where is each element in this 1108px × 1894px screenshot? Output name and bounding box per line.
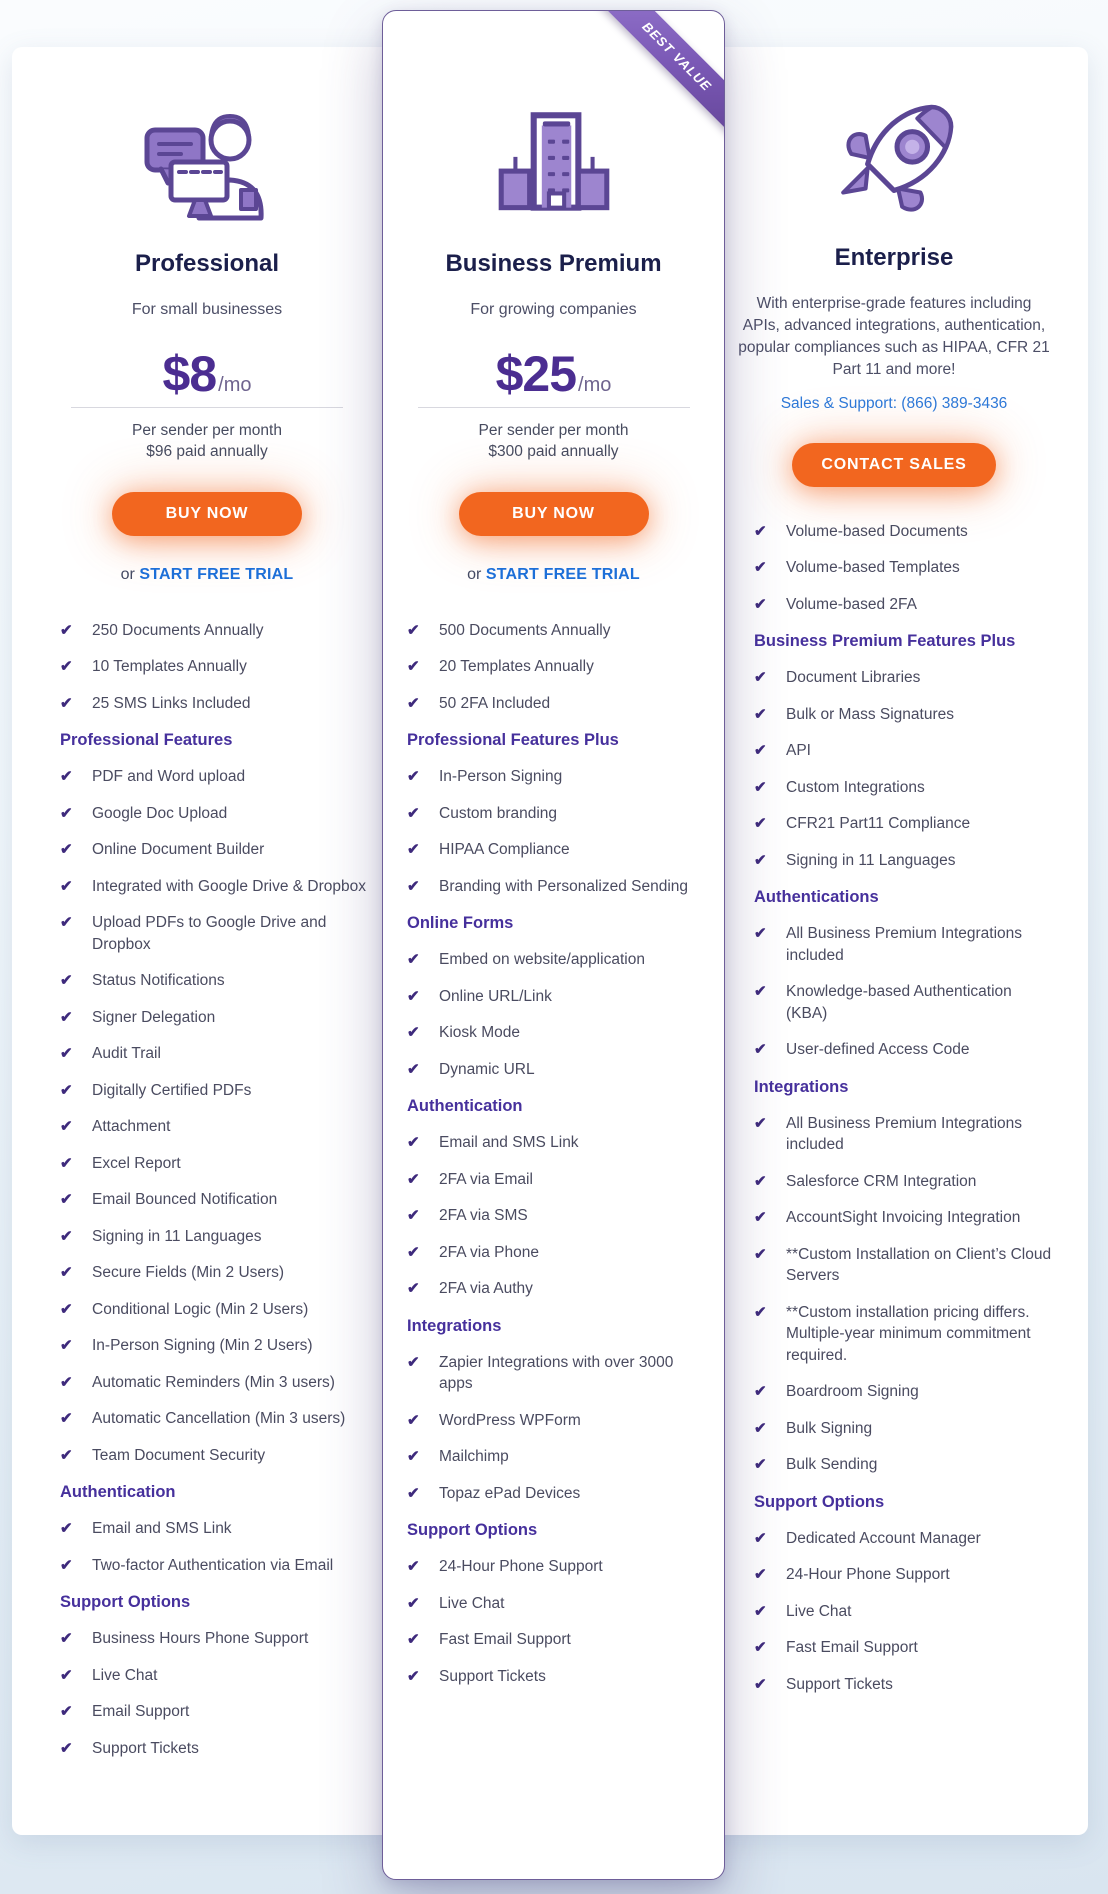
feature-item: [60, 839, 368, 861]
feature-label: 2FA via SMS: [439, 1207, 528, 1225]
feature-label: Signing in 11 Languages: [786, 851, 956, 869]
check-icon: ✔: [60, 877, 73, 895]
feature-item: [60, 1518, 368, 1540]
feature-label: Email Support: [92, 1703, 190, 1721]
feature-label: Topaz ePad Devices: [439, 1484, 581, 1502]
feature-item: [407, 1593, 702, 1615]
feature-label: Volume-based Templates: [786, 559, 960, 577]
check-icon: ✔: [754, 742, 767, 760]
feature-label: Kiosk Mode: [439, 1024, 520, 1042]
feature-list: [12, 620, 402, 1760]
feature-label: Excel Report: [92, 1154, 181, 1172]
check-icon: ✔: [754, 1383, 767, 1401]
check-icon: ✔: [60, 1337, 73, 1355]
check-icon: ✔: [407, 951, 420, 969]
feature-item: [754, 1207, 1056, 1229]
check-icon: ✔: [60, 1520, 73, 1538]
feature-item: [60, 1445, 368, 1467]
feature-item: [407, 1132, 702, 1154]
feature-label: Online URL/Link: [439, 987, 552, 1005]
feature-label: User-defined Access Code: [786, 1041, 970, 1059]
feature-item: [754, 667, 1056, 689]
check-icon: ✔: [754, 925, 767, 943]
contact-sales-button[interactable]: CONTACT SALES: [792, 443, 996, 487]
feature-item: [407, 620, 702, 642]
feature-item: [407, 656, 702, 678]
check-icon: ✔: [60, 694, 73, 712]
check-icon: ✔: [754, 522, 767, 540]
price-period: /mo: [578, 373, 612, 396]
feature-item: [60, 1007, 368, 1029]
feature-label: API: [786, 742, 811, 760]
check-icon: ✔: [754, 1172, 767, 1190]
feature-label: Team Document Security: [92, 1446, 266, 1464]
feature-item: [60, 1738, 368, 1760]
feature-item: [60, 1628, 368, 1650]
feature-item: [60, 1555, 368, 1577]
feature-item: [407, 1169, 702, 1191]
feature-item: [407, 1483, 702, 1505]
feature-label: 20 Templates Annually: [439, 658, 594, 676]
check-icon: ✔: [60, 1191, 73, 1209]
feature-label: 2FA via Email: [439, 1170, 533, 1188]
feature-item: [60, 1665, 368, 1687]
feature-item: [60, 1153, 368, 1175]
feature-item: [754, 1039, 1056, 1061]
check-icon: ✔: [754, 1456, 767, 1474]
feature-item: [60, 803, 368, 825]
feature-item: [407, 1629, 702, 1651]
check-icon: ✔: [60, 1154, 73, 1172]
feature-label: Custom branding: [439, 804, 558, 822]
feature-item: [407, 839, 702, 861]
feature-item: [754, 813, 1056, 835]
check-icon: ✔: [407, 658, 420, 676]
feature-label: 24-Hour Phone Support: [439, 1558, 603, 1576]
check-icon: ✔: [407, 1631, 420, 1649]
feature-item: [407, 1022, 702, 1044]
check-icon: ✔: [60, 972, 73, 990]
price: [383, 345, 724, 403]
plan-card-enterprise: [700, 47, 1088, 1835]
feature-item: [60, 1408, 368, 1430]
feature-item: [60, 1372, 368, 1394]
feature-group-header: Authentication: [407, 1097, 523, 1116]
feature-label: HIPAA Compliance: [439, 841, 570, 859]
check-icon: ✔: [754, 1041, 767, 1059]
check-icon: ✔: [407, 841, 420, 859]
divider: [418, 407, 690, 408]
feature-item: [754, 1674, 1056, 1696]
feature-label: Document Libraries: [786, 669, 921, 687]
check-icon: ✔: [60, 914, 73, 932]
feature-item: [754, 1302, 1056, 1367]
feature-item: [407, 876, 702, 898]
check-icon: ✔: [754, 1114, 767, 1132]
feature-label: Email and SMS Link: [439, 1134, 579, 1152]
billing-info: [12, 420, 402, 462]
price-amount: $8: [162, 345, 217, 402]
check-icon: ✔: [60, 841, 73, 859]
feature-group-header: Integrations: [754, 1077, 849, 1096]
feature-label: 25 SMS Links Included: [92, 694, 251, 712]
feature-label: Branding with Personalized Sending: [439, 877, 689, 895]
best-value-ribbon: [593, 10, 725, 142]
feature-label: Salesforce CRM Integration: [786, 1172, 977, 1190]
check-icon: ✔: [60, 621, 73, 639]
feature-label: Bulk Sending: [786, 1456, 878, 1474]
feature-label: Google Doc Upload: [92, 804, 228, 822]
feature-item: [60, 1043, 368, 1065]
check-icon: ✔: [60, 1081, 73, 1099]
check-icon: ✔: [407, 1207, 420, 1225]
feature-item: [407, 1666, 702, 1688]
plan-title: Business Premium: [445, 250, 662, 277]
feature-label: Dynamic URL: [439, 1060, 535, 1078]
feature-label: Support Tickets: [92, 1739, 199, 1757]
check-icon: ✔: [60, 1373, 73, 1391]
billing-line2: $300 paid annually: [488, 442, 619, 460]
feature-label: Mailchimp: [439, 1448, 509, 1466]
feature-label: Signing in 11 Languages: [92, 1227, 262, 1245]
feature-label: AccountSight Invoicing Integration: [786, 1209, 1021, 1227]
price: [12, 345, 402, 403]
feature-label: Volume-based Documents: [786, 522, 968, 540]
feature-item: [407, 1059, 702, 1081]
feature-label: Fast Email Support: [786, 1639, 918, 1657]
feature-label: Email Bounced Notification: [92, 1191, 278, 1209]
feature-label: Integrated with Google Drive & Dropbox: [92, 877, 366, 895]
feature-label: **Custom Installation on Client’s Cloud Servers: [786, 1245, 1052, 1285]
feature-group-header: Support Options: [60, 1593, 191, 1612]
feature-item: [407, 986, 702, 1008]
check-icon: ✔: [754, 983, 767, 1001]
check-icon: ✔: [407, 621, 420, 639]
feature-item: [60, 766, 368, 788]
feature-group-header: Support Options: [754, 1492, 885, 1511]
feature-item: [754, 1637, 1056, 1659]
feature-item: [407, 803, 702, 825]
feature-label: CFR21 Part11 Compliance: [786, 815, 971, 833]
feature-label: Online Document Builder: [92, 841, 265, 859]
feature-item: [754, 1381, 1056, 1403]
feature-item: [754, 704, 1056, 726]
best-value-ribbon-label: BEST VALUE: [595, 10, 725, 139]
check-icon: ✔: [407, 1134, 420, 1152]
feature-label: In-Person Signing: [439, 768, 563, 786]
feature-group-header: Support Options: [407, 1521, 538, 1540]
feature-item: [60, 876, 368, 898]
feature-item: [60, 1116, 368, 1138]
check-icon: ✔: [754, 1529, 767, 1547]
check-icon: ✔: [60, 1045, 73, 1063]
feature-item: [754, 850, 1056, 872]
feature-item: [60, 1701, 368, 1723]
feature-item: [60, 1226, 368, 1248]
check-icon: ✔: [407, 1280, 420, 1298]
feature-item: [754, 981, 1056, 1024]
feature-group-header: Authentications: [754, 888, 879, 907]
feature-group-header: Online Forms: [407, 914, 514, 933]
feature-item: [754, 1454, 1056, 1476]
billing-line2: $96 paid annually: [146, 442, 268, 460]
feature-label: Conditional Logic (Min 2 Users): [92, 1300, 309, 1318]
feature-item: [60, 1299, 368, 1321]
feature-item: [60, 1189, 368, 1211]
check-icon: ✔: [754, 815, 767, 833]
feature-label: Dedicated Account Manager: [786, 1529, 981, 1547]
feature-label: Knowledge-based Authentication (KBA): [786, 983, 1012, 1022]
feature-label: All Business Premium Integrations included: [786, 1114, 1023, 1154]
check-icon: ✔: [754, 1245, 767, 1263]
feature-item: [60, 693, 368, 715]
feature-item: [407, 693, 702, 715]
check-icon: ✔: [60, 1446, 73, 1464]
feature-label: Live Chat: [786, 1602, 852, 1620]
feature-group-header: Authentication: [60, 1483, 176, 1502]
rocket-icon: [700, 97, 1088, 219]
check-icon: ✔: [60, 1227, 73, 1245]
check-icon: ✔: [60, 1410, 73, 1428]
feature-item: [754, 777, 1056, 799]
feature-item: [407, 1446, 702, 1468]
check-icon: ✔: [60, 804, 73, 822]
check-icon: ✔: [754, 669, 767, 687]
check-icon: ✔: [754, 1566, 767, 1584]
feature-item: [407, 1242, 702, 1264]
check-icon: ✔: [60, 1118, 73, 1136]
feature-label: Live Chat: [439, 1594, 505, 1612]
plan-card-professional: [12, 47, 402, 1835]
feature-item: [60, 620, 368, 642]
check-icon: ✔: [407, 804, 420, 822]
feature-item: [407, 766, 702, 788]
feature-list: [383, 620, 724, 1688]
check-icon: ✔: [754, 851, 767, 869]
feature-label: Automatic Cancellation (Min 3 users): [92, 1410, 346, 1428]
buy-now-button[interactable]: BUY NOW: [459, 492, 649, 536]
feature-item: [60, 970, 368, 992]
plan-card-business-premium: [382, 10, 725, 1880]
check-icon: ✔: [754, 1639, 767, 1657]
check-icon: ✔: [754, 1419, 767, 1437]
feature-label: 2FA via Authy: [439, 1280, 533, 1298]
check-icon: ✔: [407, 694, 420, 712]
check-icon: ✔: [754, 595, 767, 613]
check-icon: ✔: [60, 1556, 73, 1574]
feature-label: Automatic Reminders (Min 3 users): [92, 1373, 335, 1391]
check-icon: ✔: [754, 559, 767, 577]
feature-label: Status Notifications: [92, 972, 225, 990]
check-icon: ✔: [407, 1411, 420, 1429]
feature-group-header: Professional Features Plus: [407, 731, 619, 750]
feature-label: WordPress WPForm: [439, 1411, 581, 1429]
feature-item: [754, 1244, 1056, 1287]
check-icon: ✔: [407, 1594, 420, 1612]
feature-item: [60, 912, 368, 955]
feature-label: Zapier Integrations with over 3000 apps: [439, 1353, 674, 1393]
feature-label: Two-factor Authentication via Email: [92, 1556, 334, 1574]
check-icon: ✔: [407, 987, 420, 1005]
trial-row: [12, 566, 402, 584]
feature-label: Email and SMS Link: [92, 1520, 232, 1538]
feature-item: [407, 1278, 702, 1300]
feature-label: Business Hours Phone Support: [92, 1630, 309, 1648]
feature-label: Digitally Certified PDFs: [92, 1081, 252, 1099]
check-icon: ✔: [60, 1703, 73, 1721]
feature-label: 10 Templates Annually: [92, 658, 247, 676]
feature-item: [407, 1556, 702, 1578]
check-icon: ✔: [407, 1484, 420, 1502]
feature-group-header: Integrations: [407, 1316, 502, 1335]
feature-label: Custom Integrations: [786, 778, 925, 796]
check-icon: ✔: [754, 1602, 767, 1620]
feature-item: [754, 1601, 1056, 1623]
check-icon: ✔: [407, 1448, 420, 1466]
check-icon: ✔: [407, 1353, 420, 1371]
feature-item: [407, 1410, 702, 1432]
check-icon: ✔: [407, 1243, 420, 1261]
check-icon: ✔: [60, 1630, 73, 1648]
check-icon: ✔: [60, 1008, 73, 1026]
feature-label: 50 2FA Included: [439, 694, 551, 712]
feature-label: Support Tickets: [786, 1675, 893, 1693]
feature-label: 250 Documents Annually: [92, 621, 264, 639]
feature-item: [60, 1262, 368, 1284]
feature-label: 500 Documents Annually: [439, 621, 611, 639]
price-amount: $25: [495, 345, 577, 402]
feature-item: [60, 1335, 368, 1357]
feature-label: In-Person Signing (Min 2 Users): [92, 1337, 313, 1355]
feature-label: Audit Trail: [92, 1045, 161, 1063]
plan-description: With enterprise-grade features including APIs, advanced integrations, authentication, popular compliances such as HIPAA, CFR 21 Part 11 and more!: [738, 294, 1050, 378]
feature-item: [60, 656, 368, 678]
feature-label: Secure Fields (Min 2 Users): [92, 1264, 285, 1282]
or-label: or: [467, 565, 486, 583]
check-icon: ✔: [60, 1739, 73, 1757]
check-icon: ✔: [407, 1170, 420, 1188]
check-icon: ✔: [407, 877, 420, 895]
plan-title: Professional: [134, 250, 280, 277]
feature-label: 2FA via Phone: [439, 1243, 539, 1261]
feature-label: Signer Delegation: [92, 1008, 216, 1026]
feature-label: Bulk Signing: [786, 1419, 873, 1437]
feature-group-header: Professional Features: [60, 731, 233, 750]
feature-label: 24-Hour Phone Support: [786, 1566, 950, 1584]
feature-label: Boardroom Signing: [786, 1383, 919, 1401]
feature-label: Upload PDFs to Google Drive and Dropbox: [92, 914, 327, 953]
check-icon: ✔: [754, 1209, 767, 1227]
feature-label: Volume-based 2FA: [786, 595, 917, 613]
check-icon: ✔: [60, 768, 73, 786]
divider: [71, 407, 343, 408]
check-icon: ✔: [407, 1060, 420, 1078]
feature-label: Bulk or Mass Signatures: [786, 705, 954, 723]
feature-item: [754, 1418, 1056, 1440]
check-icon: ✔: [60, 658, 73, 676]
feature-item: [407, 1352, 702, 1395]
trial-row: [383, 566, 724, 584]
check-icon: ✔: [60, 1666, 73, 1684]
feature-label: All Business Premium Integrations included: [786, 925, 1023, 964]
feature-item: [754, 1171, 1056, 1193]
feature-item: [60, 1080, 368, 1102]
check-icon: ✔: [754, 778, 767, 796]
feature-label: Attachment: [92, 1118, 171, 1136]
plan-title: Enterprise: [834, 244, 954, 271]
feature-list: [700, 521, 1088, 1696]
support-person-icon: [12, 103, 402, 225]
check-icon: ✔: [754, 1675, 767, 1693]
feature-item: [754, 1113, 1056, 1156]
sales-support-phone-link[interactable]: Sales & Support: (866) 389-3436: [780, 394, 1008, 412]
feature-label: **Custom installation pricing differs. Multiple-year minimum commitment required.: [786, 1303, 1031, 1364]
feature-label: PDF and Word upload: [92, 768, 246, 786]
feature-item: [754, 923, 1056, 966]
check-icon: ✔: [754, 705, 767, 723]
check-icon: ✔: [60, 1300, 73, 1318]
start-free-trial-link[interactable]: START FREE TRIAL: [485, 565, 640, 583]
check-icon: ✔: [407, 1667, 420, 1685]
feature-item: [754, 557, 1056, 579]
price-period: /mo: [218, 373, 252, 396]
feature-group-header: Business Premium Features Plus: [754, 632, 1016, 651]
feature-label: Fast Email Support: [439, 1631, 571, 1649]
check-icon: ✔: [754, 1303, 767, 1321]
feature-item: [754, 740, 1056, 762]
buy-now-button[interactable]: BUY NOW: [112, 492, 302, 536]
check-icon: ✔: [60, 1264, 73, 1282]
billing-line1: Per sender per month: [132, 421, 282, 439]
check-icon: ✔: [407, 1558, 420, 1576]
plan-tagline: For small businesses: [131, 300, 283, 318]
feature-item: [754, 521, 1056, 543]
feature-item: [407, 949, 702, 971]
feature-item: [754, 594, 1056, 616]
plan-tagline: For growing companies: [470, 300, 637, 318]
feature-label: Support Tickets: [439, 1667, 546, 1685]
feature-label: Embed on website/application: [439, 951, 645, 969]
feature-label: Live Chat: [92, 1666, 158, 1684]
start-free-trial-link[interactable]: START FREE TRIAL: [139, 565, 294, 583]
feature-item: [407, 1205, 702, 1227]
feature-item: [754, 1564, 1056, 1586]
or-label: or: [120, 565, 140, 583]
billing-line1: Per sender per month: [478, 421, 629, 439]
billing-info: [383, 420, 724, 462]
check-icon: ✔: [407, 1024, 420, 1042]
feature-item: [754, 1528, 1056, 1550]
check-icon: ✔: [407, 768, 420, 786]
